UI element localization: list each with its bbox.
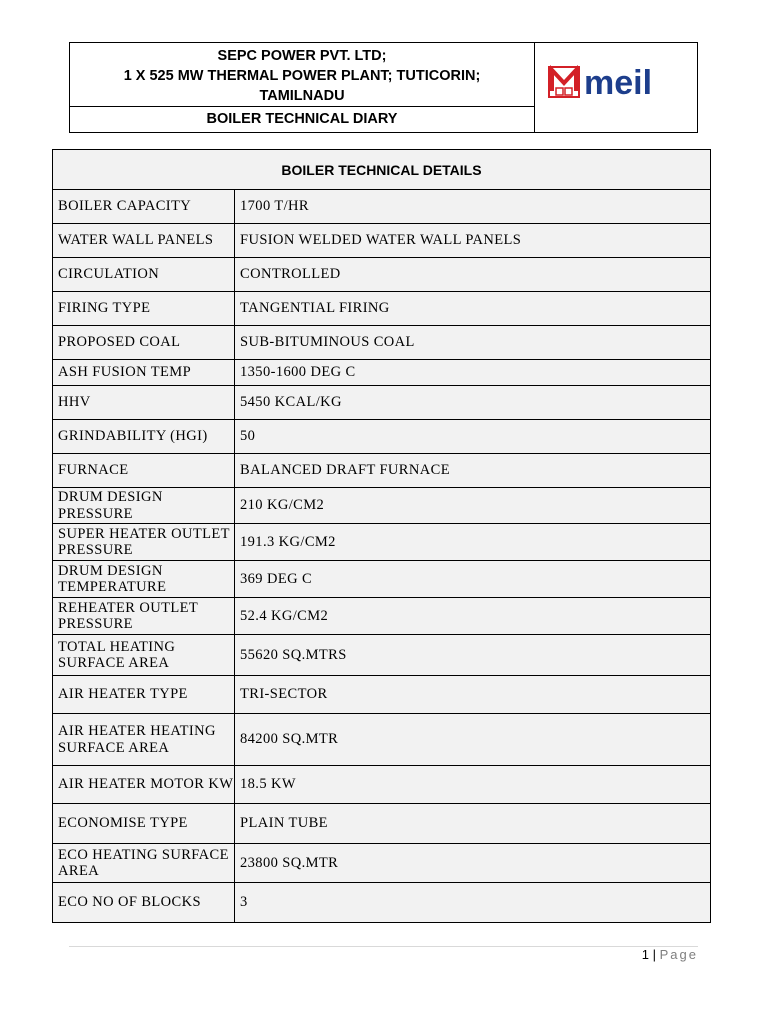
table-row <box>53 488 711 524</box>
row-label: ECO HEATING SURFACE AREA <box>53 844 235 883</box>
row-value: 3 <box>235 883 711 923</box>
document-header <box>69 42 698 133</box>
table-row <box>53 292 711 326</box>
row-value: PLAIN TUBE <box>235 804 711 844</box>
table-row <box>53 883 711 923</box>
table-row <box>53 635 711 676</box>
footer-separator: | <box>649 947 660 962</box>
table-row <box>53 386 711 420</box>
table-row <box>53 258 711 292</box>
row-label: ECONOMISE TYPE <box>53 804 235 844</box>
row-value: 84200 SQ.MTR <box>235 714 711 766</box>
header-title-line: TAMILNADU <box>259 88 345 104</box>
header-title-line: SEPC POWER PVT. LTD; <box>217 48 387 64</box>
table-heading-row <box>53 150 711 190</box>
row-value: 5450 KCAL/KG <box>235 386 711 420</box>
row-value: SUB-BITUMINOUS COAL <box>235 326 711 360</box>
row-value: 369 DEG C <box>235 561 711 598</box>
table-row <box>53 804 711 844</box>
table-row <box>53 224 711 258</box>
row-value: 52.4 KG/CM2 <box>235 598 711 635</box>
row-label: GRINDABILITY (HGI) <box>53 420 235 454</box>
row-label: BOILER CAPACITY <box>53 190 235 224</box>
table-row <box>53 598 711 635</box>
logo-wordmark: meil <box>584 64 653 101</box>
table-row <box>53 561 711 598</box>
table-row <box>53 326 711 360</box>
row-label: CIRCULATION <box>53 258 235 292</box>
row-value: 191.3 KG/CM2 <box>235 524 711 561</box>
table-row <box>53 714 711 766</box>
row-value: BALANCED DRAFT FURNACE <box>235 454 711 488</box>
footer-divider <box>69 946 698 947</box>
row-value: 18.5 KW <box>235 766 711 804</box>
row-label: DRUM DESIGN TEMPERATURE <box>53 561 235 598</box>
row-label: ECO NO OF BLOCKS <box>53 883 235 923</box>
row-label: AIR HEATER MOTOR KW <box>53 766 235 804</box>
table-row <box>53 524 711 561</box>
table-heading: BOILER TECHNICAL DETAILS <box>53 150 711 190</box>
row-value: TANGENTIAL FIRING <box>235 292 711 326</box>
row-value: TRI-SECTOR <box>235 676 711 714</box>
row-value: CONTROLLED <box>235 258 711 292</box>
row-value: 1700 T/HR <box>235 190 711 224</box>
row-value: 210 KG/CM2 <box>235 488 711 524</box>
row-label: FIRING TYPE <box>53 292 235 326</box>
row-label: HHV <box>53 386 235 420</box>
table-row <box>53 420 711 454</box>
table-row <box>53 454 711 488</box>
row-label: SUPER HEATER OUTLET PRESSURE <box>53 524 235 561</box>
row-label: FURNACE <box>53 454 235 488</box>
row-value: 23800 SQ.MTR <box>235 844 711 883</box>
table-row <box>53 844 711 883</box>
row-label: DRUM DESIGN PRESSURE <box>53 488 235 524</box>
row-value: 55620 SQ.MTRS <box>235 635 711 676</box>
table-row <box>53 766 711 804</box>
header-subtitle: BOILER TECHNICAL DIARY <box>70 107 535 132</box>
row-label: AIR HEATER HEATING SURFACE AREA <box>53 714 235 766</box>
row-label: REHEATER OUTLET PRESSURE <box>53 598 235 635</box>
row-value: FUSION WELDED WATER WALL PANELS <box>235 224 711 258</box>
header-title-line: 1 X 525 MW THERMAL POWER PLANT; TUTICORIN; <box>123 68 481 84</box>
table-row <box>53 676 711 714</box>
row-label: PROPOSED COAL <box>53 326 235 360</box>
row-label: TOTAL HEATING SURFACE AREA <box>53 635 235 676</box>
row-label: WATER WALL PANELS <box>53 224 235 258</box>
table-row <box>53 190 711 224</box>
row-value: 1350-1600 DEG C <box>235 360 711 386</box>
meil-logo <box>547 61 687 101</box>
row-label: AIR HEATER TYPE <box>53 676 235 714</box>
page-word: Page <box>659 947 698 962</box>
row-label: ASH FUSION TEMP <box>53 360 235 386</box>
boiler-technical-details-table <box>52 149 711 923</box>
row-value: 50 <box>235 420 711 454</box>
table-row <box>53 360 711 386</box>
page-number: 1 <box>641 947 650 962</box>
page-footer <box>642 947 698 962</box>
header-title <box>70 43 535 107</box>
